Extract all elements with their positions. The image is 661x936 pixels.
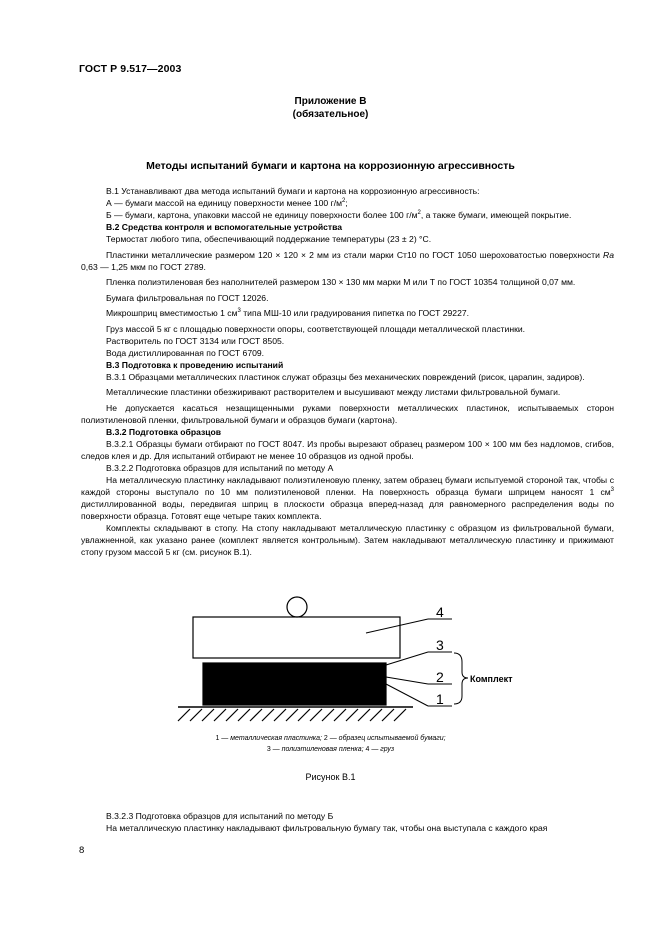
paragraph: Растворитель по ГОСТ 3134 или ГОСТ 8505. [106, 335, 285, 346]
section-heading: В.3.2 Подготовка образцов [106, 426, 222, 437]
standard-header: ГОСТ Р 9.517—2003 [79, 63, 182, 75]
label-4: 4 [436, 604, 444, 620]
figure-b1-diagram [0, 590, 661, 730]
paragraph: Пластинки металлические размером 120 × 120 × 2 мм из стали марки Ст10 по ГОСТ 1050 шероховатостью поверхности Ra 0,63 — 1,25 мкм по ГОСТ 2789. [81, 249, 614, 272]
paragraph: В.3.2.3 Подготовка образцов для испытаний по методу Б [106, 811, 334, 821]
paragraph: В.3.2.2 Подготовка образцов для испытаний по методу А [106, 462, 334, 473]
weight-block [193, 617, 400, 658]
leader-line-4 [366, 619, 428, 633]
section-heading: В.2 Средства контроля и вспомогательные устройства [106, 222, 343, 232]
body-text [81, 185, 614, 558]
paragraph: Термостат любого типа, обеспечивающий поддержание температуры (23 ± 2) °С. [106, 234, 432, 244]
label-3: 3 [436, 637, 444, 653]
paragraph: Металлические пластинки обезжиривают растворителем и высушивают между листами фильтровальной бумаги. [106, 387, 561, 397]
figure-caption-line1: 1 — металлическая пластинка; 2 — образец испытываемой бумаги; [215, 735, 446, 742]
paragraph: В.3.2.1 Образцы бумаги отбирают по ГОСТ 8047. Из пробы вырезают образец размером 100 × 100 мм без надломов, сгибов, следов клея и др. Для испытаний отбирают не менее 10 образцов из одной пробы. [81, 438, 614, 461]
paragraph: Груз массой 5 кг с площадью поверхности опоры, соответствующей площади металлической пластинки. [106, 323, 526, 334]
paragraph: На металлическую пластинку накладывают полиэтиленовую пленку, затем образец бумаги испытуемой стороной так, чтобы с каждой стороны выступало по 10 мм полиэтиленовой пленки. На поверхность образца бумаги шприцем наносят 1 $см^3$ дистиллированной воды, передвигая шприц в плоскости образца вперед-назад для равномерного распределения воды по поверхности образца. Готовят еще четыре таких комплекта. [81, 474, 614, 521]
label-1: 1 [436, 691, 444, 707]
paragraph: А — бумаги массой на единицу поверхности менее 100 $г/м^2$; [106, 198, 348, 208]
figure-title: Рисунок В.1 [305, 772, 356, 782]
paragraph: Вода дистиллированная по ГОСТ 6709. [106, 347, 265, 358]
base-hatching [178, 709, 406, 721]
komplekt-bracket [454, 653, 468, 704]
appendix-title: Приложение В [294, 96, 367, 107]
leader-line-2 [386, 677, 428, 684]
body-text-continued [81, 810, 614, 834]
paragraph: В.1 Устанавливают два метода испытаний бумаги и картона на коррозионную агрессивность: [106, 186, 480, 196]
paragraph: Б — бумаги, картона, упаковки массой не единицу поверхности более 100 $г/м^2$, а также бумаги, имеющей покрытие. [106, 210, 572, 220]
specimen-stack [203, 663, 386, 705]
paragraph: В.3.1 Образцами металлических пластинок служат образцы без механических повреждений (рисок, царапин, задиров). [106, 371, 585, 382]
paragraph: Микрошприц вместимостью 1 $см^3$ типа МШ-10 или градуирования пипетка по ГОСТ 29227. [106, 308, 470, 318]
leader-line-1 [386, 684, 428, 706]
paragraph: Пленка полиэтиленовая без наполнителей размером 130 × 130 мм марки М или Т по ГОСТ 10354 толщиной 0,07 мм. [106, 277, 576, 287]
appendix-subtitle: (обязательное) [292, 109, 369, 120]
main-title: Методы испытаний бумаги и картона на коррозионную агрессивность [146, 160, 515, 172]
weight-knob [287, 597, 307, 617]
paragraph: Бумага фильтровальная по ГОСТ 12026. [106, 292, 269, 303]
paragraph: На металлическую пластинку накладывают фильтровальную бумагу так, чтобы она выступала с каждого края [106, 823, 548, 833]
label-komplekt: Комплект [470, 674, 513, 684]
label-2: 2 [436, 669, 444, 685]
paragraph: Комплекты складывают в стопу. На стопу накладывают металлическую пластинку с образцом из фильтровальной бумаги, увлажненной, как указано ранее (комплект является контрольным). Затем накладывают металлическую пластинку и прижимают стопу грузом массой 5 кг (см. рисунок В.1). [81, 522, 614, 557]
page-number: 8 [79, 845, 85, 856]
figure-caption-line2: 3 — полиэтиленовая пленка; 4 — груз [266, 746, 395, 753]
section-heading: В.3 Подготовка к проведению испытаний [106, 359, 284, 370]
paragraph: Не допускается касаться незащищенными руками поверхности металлических пластинок, испытываемых сторон полиэтиленовой пленки, фильтровальной бумаги и образцов бумаги (картона). [81, 402, 614, 425]
